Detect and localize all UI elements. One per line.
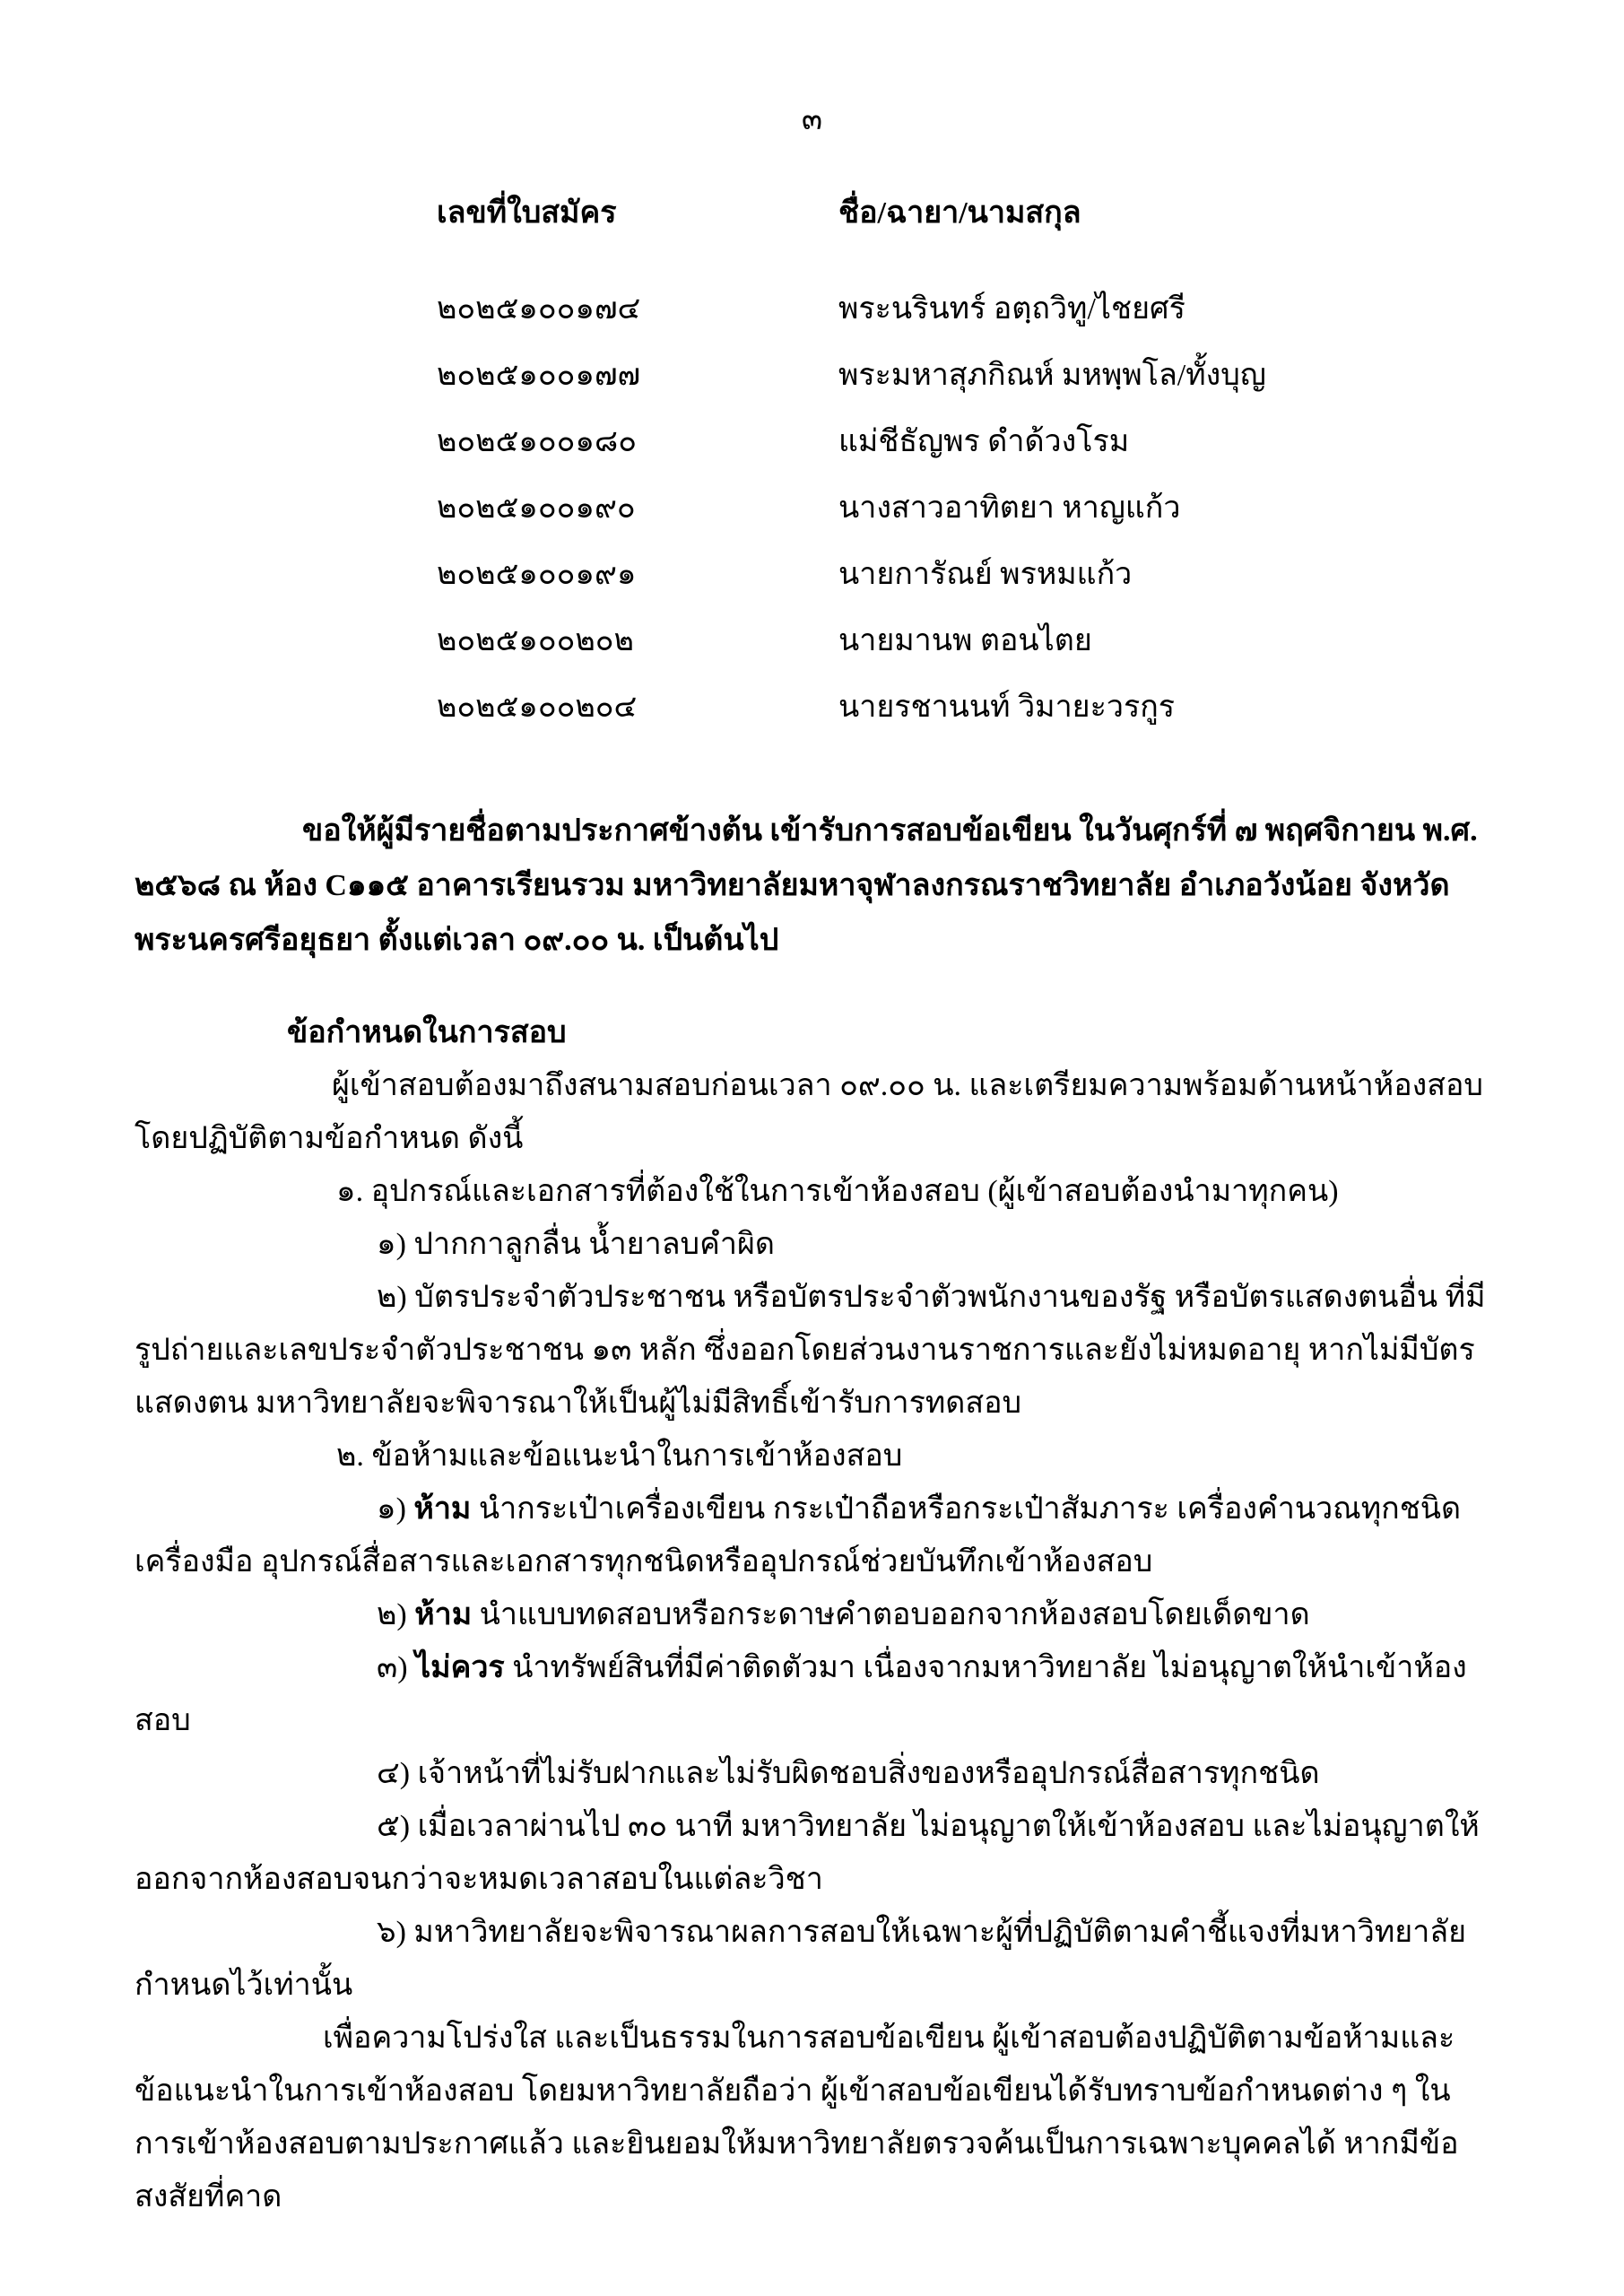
exam-regulations xyxy=(135,1006,1491,2223)
roster-header-name: ชื่อ/ฉายา/นามสกุล xyxy=(838,196,1081,230)
rule-item xyxy=(135,1588,1491,1641)
rule-item-text: นำกระเป๋าเครื่องเขียน กระเป๋าถือหรือกระเป๋าสัมภาระ เครื่องคำนวณทุกชนิด เครื่องมือ อุปกรณ์สื่อสารและเอกสารทุกชนิดหรืออุปกรณ์ช่วยบันทึกเข้าห้องสอบ xyxy=(135,1492,1462,1578)
rule-item-text: เจ้าหน้าที่ไม่รับฝากและไม่รับผิดชอบสิ่งของหรืออุปกรณ์สื่อสารทุกชนิด xyxy=(417,1757,1320,1790)
regulations-intro: ผู้เข้าสอบต้องมาถึงสนามสอบก่อนเวลา ๐๙.๐๐ น. และเตรียมความพร้อมด้านหน้าห้องสอบ โดยปฏิบัติตามข้อกำหนด ดังนี้ xyxy=(135,1069,1483,1155)
rule-item-keyword: ไม่ควร xyxy=(415,1651,505,1684)
rule-item-number: ๑) xyxy=(377,1492,406,1526)
applicant-number: ๒๐๒๕๑๐๐๑๘๐ xyxy=(437,425,637,458)
applicant-roster xyxy=(437,192,1516,752)
applicant-name: พระนรินทร์ อตฺถวิทู/ไชยศรี xyxy=(838,292,1185,326)
rule-item-text: บัตรประจำตัวประชาชน หรือบัตรประจำตัวพนักงานของรัฐ หรือบัตรแสดงตนอื่น ที่มีรูปถ่ายและเลขประจำตัวประชาชน ๑๓ หลัก ซึ่งออกโดยส่วนงานราชการและยังไม่หมดอายุ หากไม่มีบัตรแสดงตน มหาวิทยาลัยจะพิจารณาให้เป็นผู้ไม่มีสิทธิ์เข้ารับการทดสอบ xyxy=(135,1281,1486,1420)
rule-item-keyword: ห้าม xyxy=(414,1598,473,1631)
exam-announcement-paragraph: ขอให้ผู้มีรายชื่อตามประกาศข้างต้น เข้ารับการสอบข้อเขียน ในวันศุกร์ที่ ๗ พฤศจิกายน พ.ศ. ๒๕๖๘ ณ ห้อง C๑๑๕ อาคารเรียนรวม มหาวิทยาลัยมหาจุฬาลงกรณราชวิทยาลัย อำเภอวังน้อย จังหวัดพระนครศรีอยุธยา ตั้งแต่เวลา ๐๙.๐๐ น. เป็นต้นไป xyxy=(135,814,1478,957)
rule-item xyxy=(135,1218,1491,1271)
applicant-name: นายมานพ ตอนไตย xyxy=(838,624,1092,657)
applicant-number: ๒๐๒๕๑๐๐๑๙๐ xyxy=(437,491,636,525)
roster-header-application-no: เลขที่ใบสมัคร xyxy=(437,196,617,230)
rule-item-number: ๖) xyxy=(377,1916,406,1949)
rule-item-text: เมื่อเวลาผ่านไป ๓๐ นาที มหาวิทยาลัย ไม่อนุญาตให้เข้าห้องสอบ และไม่อนุญาตให้ออกจากห้องสอบจนกว่าจะหมดเวลาสอบในแต่ละวิชา xyxy=(135,1810,1480,1896)
applicant-name: นายการัณย์ พรหมแก้ว xyxy=(838,558,1133,591)
roster-row xyxy=(437,620,1516,663)
rule-item xyxy=(135,1641,1491,1747)
roster-row xyxy=(437,421,1516,464)
rule-item-keyword: ห้าม xyxy=(413,1492,472,1526)
rule-item-number: ๔) xyxy=(377,1757,411,1790)
rule-item-number: ๓) xyxy=(377,1651,408,1684)
rule-item xyxy=(135,1906,1491,2012)
roster-row xyxy=(437,288,1516,331)
applicant-name: นายรชานนท์ วิมายะวรกูร xyxy=(838,691,1176,724)
rule-item xyxy=(135,1747,1491,1800)
regulations-title: ข้อกำหนดในการสอบ xyxy=(287,1016,567,1049)
applicant-number: ๒๐๒๕๑๐๐๒๐๒ xyxy=(437,624,634,657)
applicant-number: ๒๐๒๕๑๐๐๑๗๗ xyxy=(437,359,641,392)
rule-item-number: ๒) xyxy=(377,1281,407,1314)
applicant-name: พระมหาสุภกิณห์ มหพฺพโล/ทั้งบุญ xyxy=(838,359,1266,392)
roster-row xyxy=(437,686,1516,729)
rule-item xyxy=(135,1483,1491,1588)
roster-header-row xyxy=(437,192,1516,235)
roster-row xyxy=(437,354,1516,397)
section-2-heading: ๒. ข้อห้ามและข้อแนะนำในการเข้าห้องสอบ xyxy=(336,1439,903,1473)
roster-row xyxy=(437,487,1516,530)
rule-item-number: ๕) xyxy=(377,1810,411,1843)
page-number: ๓ xyxy=(801,103,823,136)
applicant-name: แม่ชีธัญพร ดำด้วงโรม xyxy=(838,425,1130,458)
closing-paragraph: เพื่อความโปร่งใส และเป็นธรรมในการสอบข้อเขียน ผู้เข้าสอบต้องปฏิบัติตามข้อห้ามและข้อแนะนำในการเข้าห้องสอบ โดยมหาวิทยาลัยถือว่า ผู้เข้าสอบข้อเขียนได้รับทราบข้อกำหนดต่าง ๆ ในการเข้าห้องสอบตามประกาศแล้ว และยินยอมให้มหาวิทยาลัยตรวจค้นเป็นการเฉพาะบุคคลได้ หากมีข้อสงสัยที่คาด xyxy=(135,2022,1459,2213)
rule-item xyxy=(135,1800,1491,1906)
rule-item-text: มหาวิทยาลัยจะพิจารณาผลการสอบให้เฉพาะผู้ที่ปฏิบัติตามคำชี้แจงที่มหาวิทยาลัยกำหนดไว้เท่านั้น xyxy=(135,1916,1467,2002)
roster-row xyxy=(437,553,1516,596)
rule-item-text: ปากกาลูกลื่น น้ำยาลบคำผิด xyxy=(413,1228,775,1261)
section-1-heading: ๑. อุปกรณ์และเอกสารที่ต้องใช้ในการเข้าห้องสอบ (ผู้เข้าสอบต้องนำมาทุกคน) xyxy=(336,1175,1339,1208)
rule-item xyxy=(135,1271,1491,1430)
applicant-number: ๒๐๒๕๑๐๐๑๙๑ xyxy=(437,558,637,591)
rule-item-text: นำแบบทดสอบหรือกระดาษคำตอบออกจากห้องสอบโดยเด็ดขาด xyxy=(479,1598,1310,1631)
rule-item-number: ๒) xyxy=(377,1598,407,1631)
applicant-number: ๒๐๒๕๑๐๐๑๗๔ xyxy=(437,292,641,326)
rule-item-number: ๑) xyxy=(377,1228,406,1261)
rule-item-text: นำทรัพย์สินที่มีค่าติดตัวมา เนื่องจากมหาวิทยาลัย ไม่อนุญาตให้นำเข้าห้องสอบ xyxy=(135,1651,1467,1737)
applicant-name: นางสาวอาทิตยา หาญแก้ว xyxy=(838,491,1181,525)
applicant-number: ๒๐๒๕๑๐๐๒๐๔ xyxy=(437,691,638,724)
